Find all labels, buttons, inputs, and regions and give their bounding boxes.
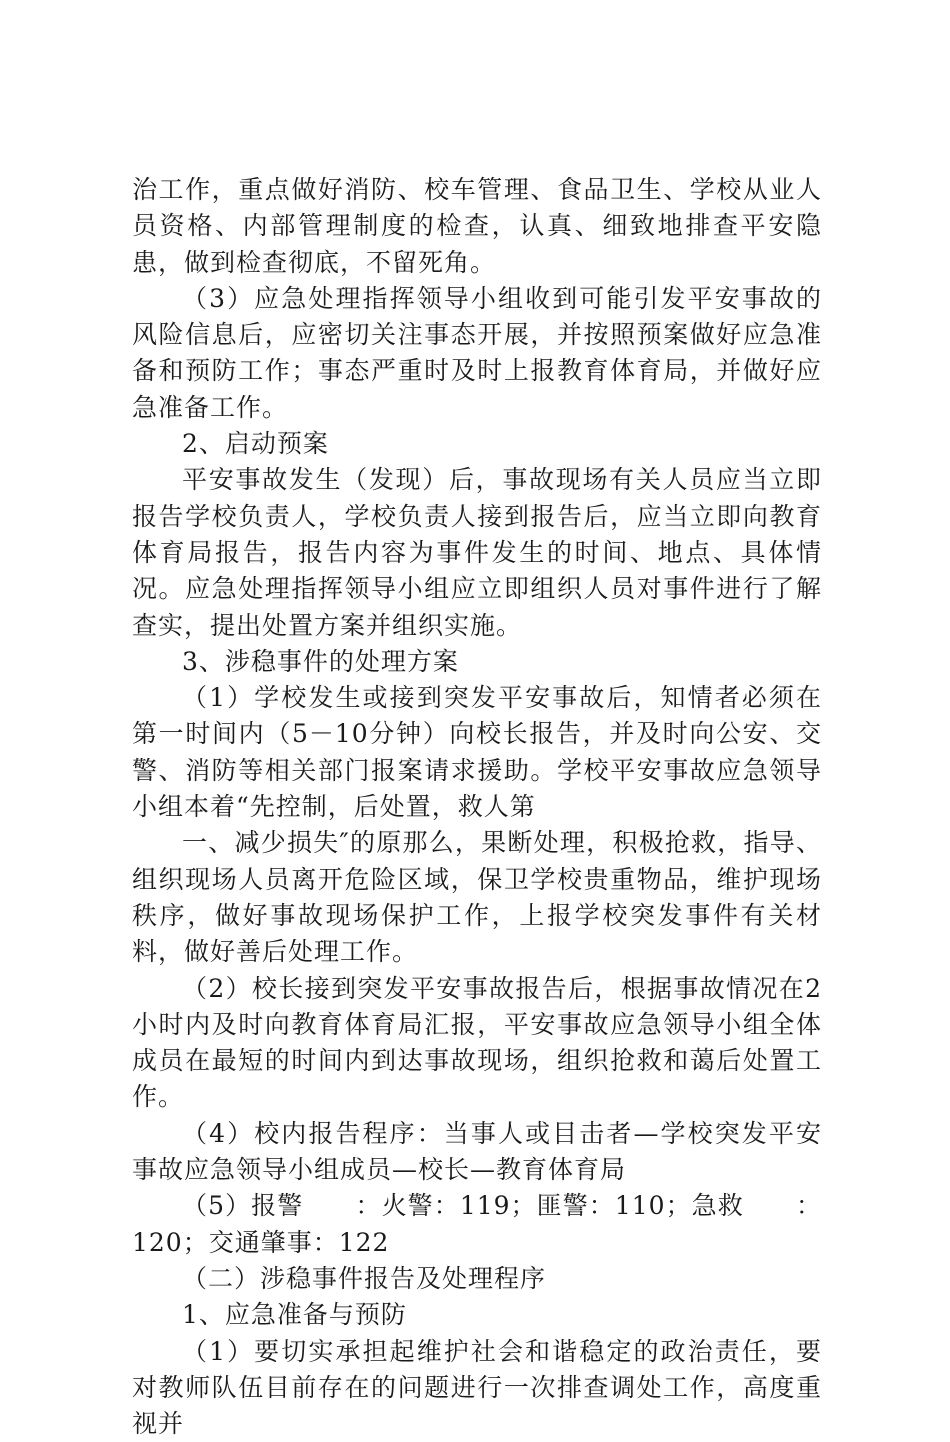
paragraph-risk-info: （3）应急处理指挥领导小组收到可能引发平安事故的风险信息后，应密切关注事态开展，并按照预案做好应急准备和预防工作；事态严重时及时上报教育体育局，并做好应急准备工作。 [132,281,822,426]
paragraph-emergency-response-1: （1）学校发生或接到突发平安事故后，知情者必须在第一时间内（5－10分钟）向校长报告，并及时向公安、交警、消防等相关部门报案请求援助。学校平安事故应急领导小组本着“先控制，后处置，救人第 [132,680,822,825]
paragraph-reduce-losses: 一、减少损失″的原那么，果断处理，积极抢救，指导、组织现场人员离开危险区域，保卫学校贵重物品，维护现场秩序，做好事故现场保护工作，上报学校突发事件有关材料，做好善后处理工作。 [132,825,822,970]
document-body [132,172,822,1442]
heading-stability-handling-plan: 3、涉稳事件的处理方案 [132,644,822,680]
paragraph-principal-report-2: （2）校长接到突发平安事故报告后，根据事故情况在2小时内及时向教育体育局汇报，平安事故应急领导小组全体成员在最短的时间内到达事故现场，组织抢救和蔼后处置工作。 [132,971,822,1116]
paragraph-accident-report: 平安事故发生（发现）后，事故现场有关人员应当立即报告学校负责人，学校负责人接到报告后，应当立即向教育体育局报告，报告内容为事件发生的时间、地点、具体情况。应急处理指挥领导小组应立即组织人员对事件进行了解查实，提出处置方案并组织实施。 [132,462,822,643]
paragraph-inspection-work: 治工作，重点做好消防、校车管理、食品卫生、学校从业人员资格、内部管理制度的检查，认真、细致地排查平安隐患，做到检查彻底，不留死角。 [132,172,822,281]
paragraph-internal-procedure-4: （4）校内报告程序：当事人或目击者—学校突发平安事故应急领导小组成员—校长—教育体育局 [132,1116,822,1189]
heading-activate-plan: 2、启动预案 [132,426,822,462]
heading-stability-report-procedure: （二）涉稳事件报告及处理程序 [132,1261,822,1297]
heading-emergency-preparation: 1、应急准备与预防 [132,1297,822,1333]
paragraph-political-responsibility: （1）要切实承担起维护社会和谐稳定的政治责任，要对教师队伍目前存在的问题进行一次排查调处工作，高度重视并 [132,1334,822,1442]
paragraph-alarm-numbers-5: （5）报警 ：火警：119；匪警：110；急救 ：120；交通肇事：122 [132,1188,822,1261]
